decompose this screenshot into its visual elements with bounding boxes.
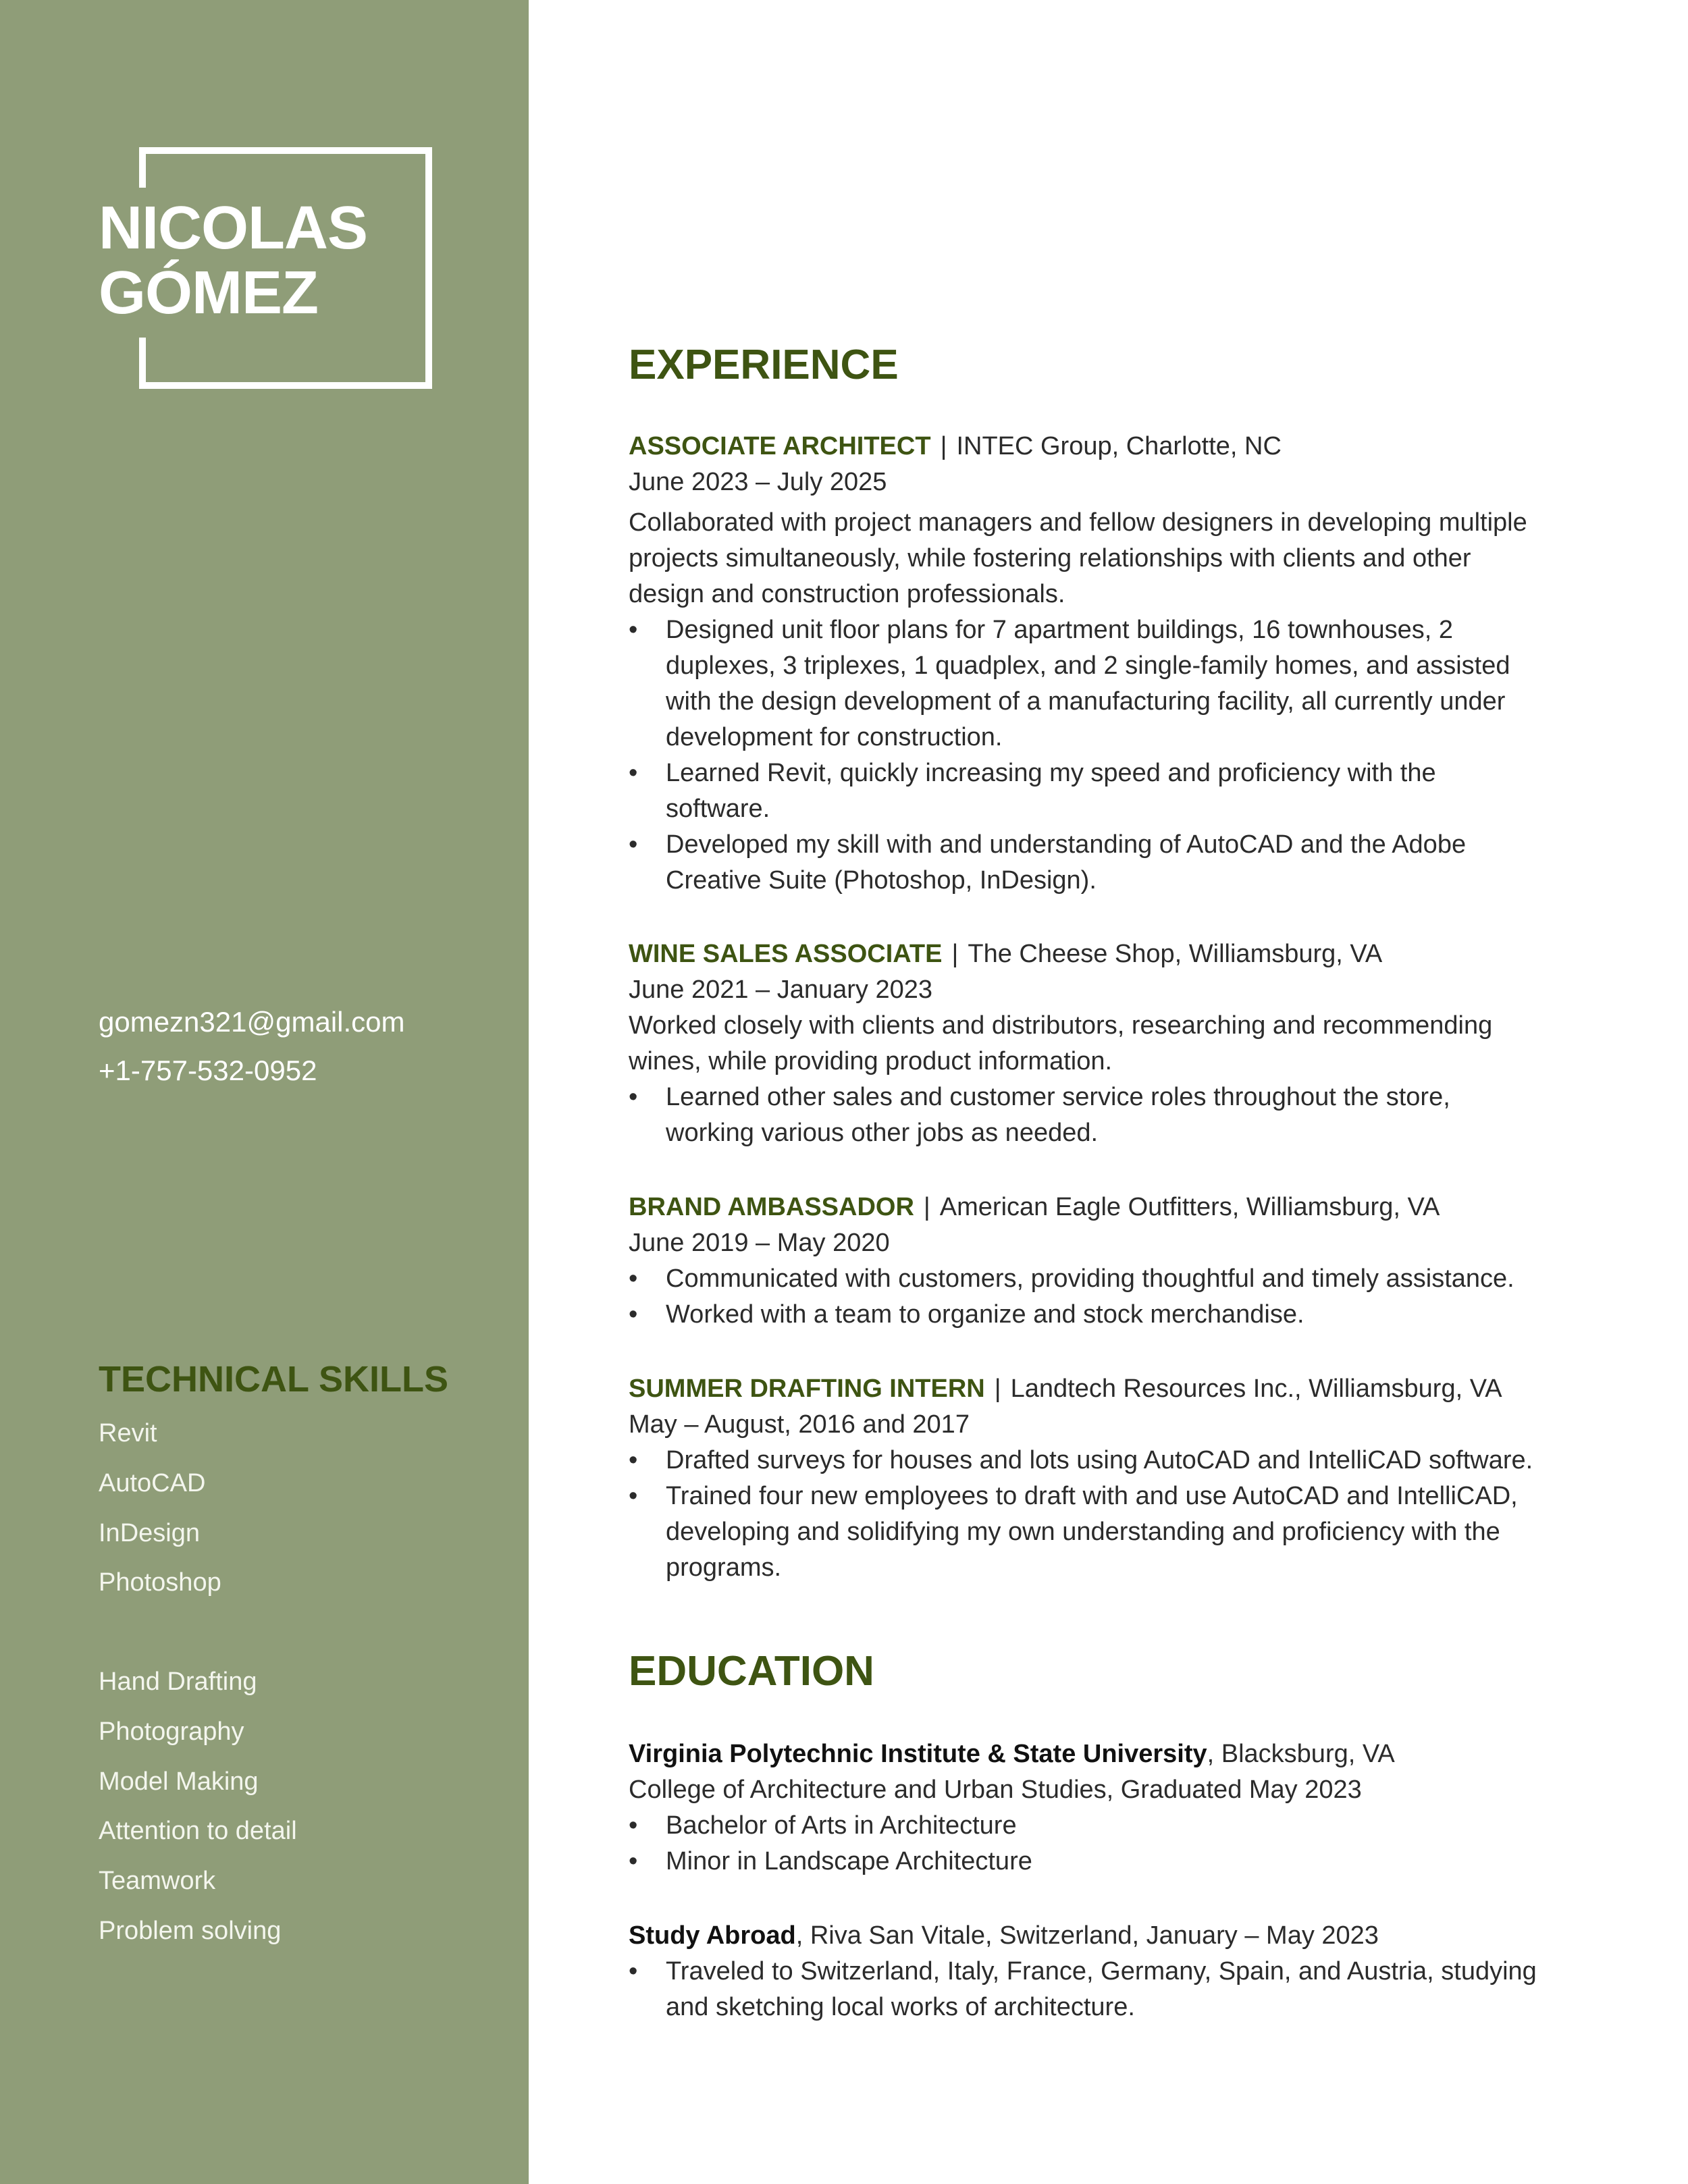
skills-title: TECHNICAL SKILLS (99, 1359, 449, 1400)
bullet-text: Minor in Landscape Architecture (666, 1847, 1032, 1875)
job-role: SUMMER DRAFTING INTERN (629, 1375, 985, 1403)
skill-item: Attention to detail (99, 1817, 297, 1845)
bullet: • (629, 759, 638, 787)
bullet-text: Worked with a team to organize and stock merchandise. (666, 1300, 1304, 1329)
separator: | (940, 432, 947, 460)
name-frame-edge (139, 338, 146, 382)
bullet-text: developing and solidifying my own understanding and proficiency with the (666, 1518, 1500, 1546)
separator: | (923, 1193, 930, 1221)
first-name: NICOLAS (99, 194, 367, 262)
candidate-name (99, 196, 367, 325)
bullet-text: Learned other sales and customer service roles throughout the store, (666, 1083, 1450, 1111)
bullet: • (629, 1811, 638, 1840)
job-org: The Cheese Shop, Williamsburg, VA (968, 940, 1383, 968)
bullet-text: with the design development of a manufacturing facility, all currently under (666, 687, 1506, 716)
bullet-text: and sketching local works of architecture. (666, 1993, 1135, 2021)
bullet: • (629, 1083, 638, 1111)
skill-item: Teamwork (99, 1867, 216, 1895)
job-summary: wines, while providing product information. (629, 1047, 1113, 1075)
skill-item: AutoCAD (99, 1469, 206, 1497)
job-header (629, 432, 1282, 461)
bullet-text: Designed unit floor plans for 7 apartment buildings, 16 townhouses, 2 (666, 616, 1454, 644)
job-dates: May – August, 2016 and 2017 (629, 1410, 970, 1439)
bullet-text: development for construction. (666, 723, 1003, 751)
job-role: WINE SALES ASSOCIATE (629, 940, 943, 968)
school-name: Virginia Polytechnic Institute & State University (629, 1740, 1207, 1768)
job-summary: projects simultaneously, while fostering relationships with clients and other (629, 544, 1471, 572)
bullet-text: programs. (666, 1553, 782, 1582)
school-location: , Blacksburg, VA (1207, 1740, 1395, 1768)
bullet-text: Developed my skill with and understanding of AutoCAD and the Adobe (666, 830, 1467, 859)
separator: | (994, 1375, 1001, 1403)
job-summary: Worked closely with clients and distributors, researching and recommending (629, 1011, 1493, 1040)
job-role: ASSOCIATE ARCHITECT (629, 432, 931, 460)
bullet-text: software. (666, 795, 770, 823)
bullet-text: Trained four new employees to draft with and use AutoCAD and IntelliCAD, (666, 1482, 1518, 1510)
bullet-text: working various other jobs as needed. (666, 1119, 1099, 1147)
skill-item: InDesign (99, 1519, 200, 1547)
job-org: Landtech Resources Inc., Williamsburg, VA (1010, 1375, 1502, 1403)
job-dates: June 2019 – May 2020 (629, 1229, 890, 1257)
job-dates: June 2023 – July 2025 (629, 468, 887, 496)
bullet: • (629, 1300, 638, 1329)
job-org: American Eagle Outfitters, Williamsburg, VA (939, 1193, 1440, 1221)
bullet-text: duplexes, 3 triplexes, 1 quadplex, and 2 single-family homes, and assisted (666, 651, 1510, 680)
bullet-text: Drafted surveys for houses and lots using AutoCAD and IntelliCAD software. (666, 1446, 1533, 1474)
bullet: • (629, 1482, 638, 1510)
bullet-text: Bachelor of Arts in Architecture (666, 1811, 1017, 1840)
bullet-text: Traveled to Switzerland, Italy, France, Germany, Spain, and Austria, studying (666, 1957, 1537, 1986)
skill-item: Photography (99, 1717, 244, 1746)
school-detail: College of Architecture and Urban Studies, Graduated May 2023 (629, 1776, 1362, 1804)
bullet: • (629, 830, 638, 859)
bullet: • (629, 1847, 638, 1875)
bullet: • (629, 1957, 638, 1986)
experience-title: EXPERIENCE (629, 342, 899, 388)
job-summary: Collaborated with project managers and fellow designers in developing multiple (629, 508, 1527, 537)
job-summary: design and construction professionals. (629, 580, 1065, 608)
name-frame-edge (139, 147, 146, 188)
bullet: • (629, 616, 638, 644)
bullet: • (629, 1264, 638, 1293)
education-entry (629, 1740, 1395, 1769)
bullet-text: Learned Revit, quickly increasing my speed and proficiency with the (666, 759, 1436, 787)
bullet-text: Creative Suite (Photoshop, InDesign). (666, 866, 1097, 895)
education-entry (629, 1921, 1379, 1950)
skill-item: Revit (99, 1419, 157, 1447)
job-header (629, 1193, 1440, 1222)
job-role: BRAND AMBASSADOR (629, 1193, 914, 1221)
school-name: Study Abroad (629, 1921, 796, 1950)
bullet-text: Communicated with customers, providing thoughtful and timely assistance. (666, 1264, 1514, 1293)
job-dates: June 2021 – January 2023 (629, 976, 933, 1004)
bullet: • (629, 1446, 638, 1474)
job-org: INTEC Group, Charlotte, NC (956, 432, 1282, 460)
last-name: GÓMEZ (99, 259, 318, 327)
email-link[interactable]: gomezn321@gmail.com (99, 1006, 405, 1038)
phone-number[interactable]: +1-757-532-0952 (99, 1055, 317, 1086)
job-header (629, 1375, 1502, 1404)
school-location: , Riva San Vitale, Switzerland, January – May 2023 (795, 1921, 1379, 1950)
skill-item: Photoshop (99, 1568, 221, 1597)
separator: | (951, 940, 959, 968)
skill-item: Model Making (99, 1767, 259, 1796)
education-title: EDUCATION (629, 1648, 874, 1695)
skill-item: Hand Drafting (99, 1668, 257, 1696)
job-header (629, 940, 1382, 969)
skill-item: Problem solving (99, 1917, 282, 1945)
